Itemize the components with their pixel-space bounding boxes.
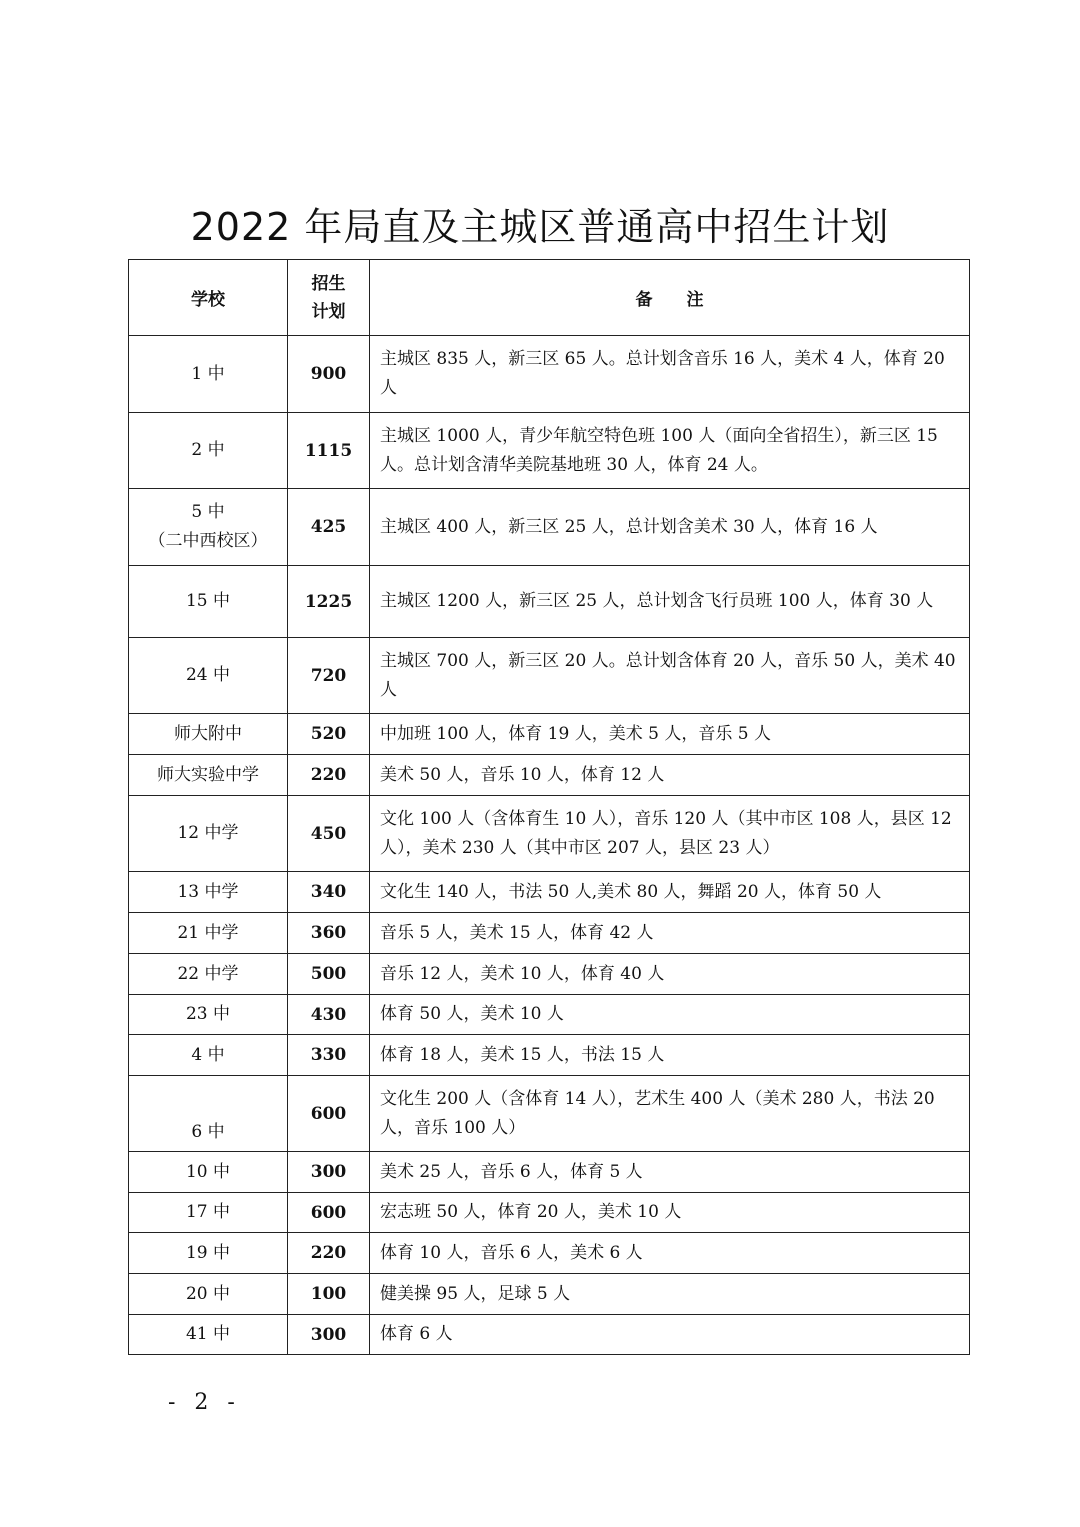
school-cell: 师大附中 [129,714,288,755]
plan-cell: 430 [288,995,370,1035]
plan-cell: 900 [288,336,370,413]
school-cell: 13 中学 [129,872,288,913]
school-cell: 1 中 [129,336,288,413]
note-cell: 文化生 140 人，书法 50 人,美术 80 人，舞蹈 20 人，体育 50 人 [370,872,970,913]
note-cell: 音乐 5 人，美术 15 人，体育 42 人 [370,913,970,954]
table-row [129,638,970,714]
table-row [129,1035,970,1076]
plan-cell: 300 [288,1315,370,1355]
note-cell: 主城区 835 人，新三区 65 人。总计划含音乐 16 人，美术 4 人，体育 20 人 [370,336,970,413]
note-cell: 主城区 700 人，新三区 20 人。总计划含体育 20 人，音乐 50 人，美术 40 人 [370,638,970,714]
table-row [129,995,970,1035]
note-cell: 美术 50 人，音乐 10 人，体育 12 人 [370,755,970,796]
plan-cell: 425 [288,489,370,566]
school-cell: 17 中 [129,1193,288,1233]
school-cell: 23 中 [129,995,288,1035]
plan-cell: 720 [288,638,370,714]
plan-cell: 600 [288,1193,370,1233]
table-row [129,1076,970,1152]
table-row [129,566,970,638]
school-cell: 15 中 [129,566,288,638]
note-cell: 宏志班 50 人，体育 20 人，美术 10 人 [370,1193,970,1233]
note-cell: 音乐 12 人，美术 10 人，体育 40 人 [370,954,970,995]
plan-cell: 360 [288,913,370,954]
table-row [129,1315,970,1355]
table-row [129,714,970,755]
plan-cell: 220 [288,1233,370,1274]
school-cell: 12 中学 [129,796,288,872]
table-row [129,1274,970,1315]
plan-cell: 600 [288,1076,370,1152]
note-cell: 主城区 1200 人，新三区 25 人，总计划含飞行员班 100 人，体育 30 人 [370,566,970,638]
note-cell: 主城区 1000 人，青少年航空特色班 100 人（面向全省招生），新三区 15 人。总计划含清华美院基地班 30 人，体育 24 人。 [370,413,970,489]
table-row [129,796,970,872]
note-cell: 体育 6 人 [370,1315,970,1355]
school-cell: 41 中 [129,1315,288,1355]
school-cell: 4 中 [129,1035,288,1076]
note-cell: 中加班 100 人，体育 19 人，美术 5 人，音乐 5 人 [370,714,970,755]
school-cell: 24 中 [129,638,288,714]
school-subname: （二中西校区） [148,531,268,551]
school-cell: 21 中学 [129,913,288,954]
school-cell: 22 中学 [129,954,288,995]
table-row [129,1233,970,1274]
note-cell: 健美操 95 人，足球 5 人 [370,1274,970,1315]
plan-cell: 330 [288,1035,370,1076]
note-cell: 体育 50 人，美术 10 人 [370,995,970,1035]
table-row [129,872,970,913]
plan-cell: 520 [288,714,370,755]
plan-cell: 100 [288,1274,370,1315]
table-row [129,1152,970,1193]
page-title: 2022 年局直及主城区普通高中招生计划 [190,205,890,249]
plan-cell: 500 [288,954,370,995]
note-cell: 文化生 200 人（含体育 14 人），艺术生 400 人（美术 280 人，书法 20 人，音乐 100 人） [370,1076,970,1152]
plan-cell: 1115 [288,413,370,489]
note-cell: 体育 18 人，美术 15 人，书法 15 人 [370,1035,970,1076]
school-cell: 20 中 [129,1274,288,1315]
table-row [129,755,970,796]
school-cell [129,489,288,566]
table-row [129,336,970,413]
table-header-row [129,260,970,336]
table-row [129,489,970,566]
table-row [129,1193,970,1233]
school-cell: 10 中 [129,1152,288,1193]
school-cell: 6 中 [129,1076,288,1152]
plan-cell: 300 [288,1152,370,1193]
school-cell: 2 中 [129,413,288,489]
note-cell: 文化 100 人（含体育生 10 人），音乐 120 人（其中市区 108 人，县区 12 人），美术 230 人（其中市区 207 人，县区 23 人） [370,796,970,872]
table-row [129,913,970,954]
school-cell: 师大实验中学 [129,755,288,796]
header-plan-line1: 招生 [311,273,346,294]
table-row [129,954,970,995]
page-number: - 2 - [168,1390,241,1415]
plan-cell: 220 [288,755,370,796]
plan-cell: 1225 [288,566,370,638]
enrollment-plan-table [128,259,970,1355]
header-plan [288,260,370,336]
school-cell: 19 中 [129,1233,288,1274]
header-plan-line2: 计划 [311,301,346,322]
header-note: 备 注 [370,260,970,336]
note-cell: 主城区 400 人，新三区 25 人，总计划含美术 30 人，体育 16 人 [370,489,970,566]
note-cell: 体育 10 人，音乐 6 人，美术 6 人 [370,1233,970,1274]
table-row [129,413,970,489]
header-school: 学校 [129,260,288,336]
plan-cell: 340 [288,872,370,913]
school-name: 5 中 [191,502,225,522]
plan-cell: 450 [288,796,370,872]
note-cell: 美术 25 人，音乐 6 人，体育 5 人 [370,1152,970,1193]
